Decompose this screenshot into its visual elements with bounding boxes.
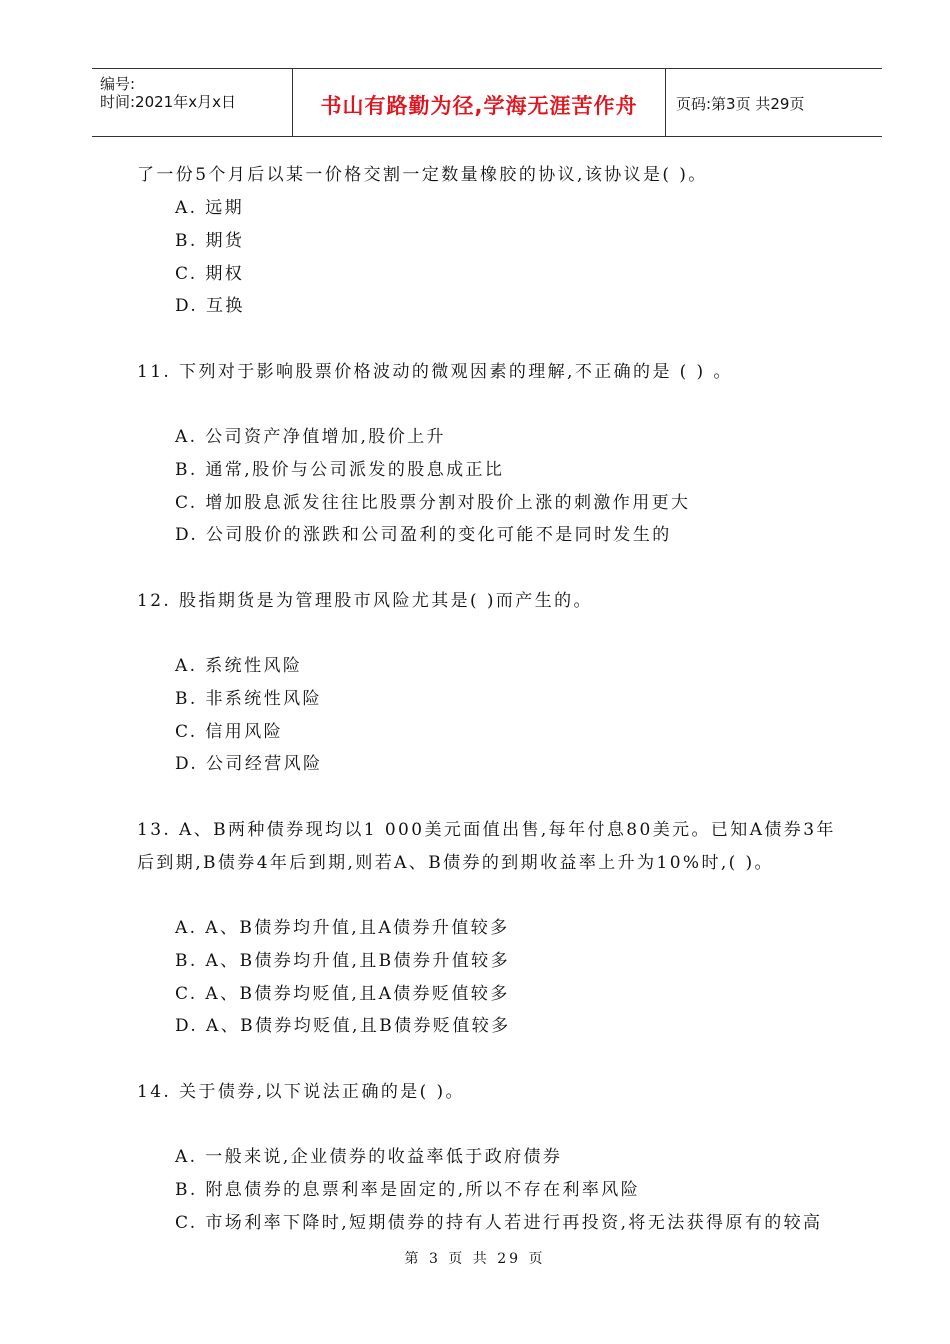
q13-option-b: B. A、B债券均升值,且B债券升值较多 (175, 951, 510, 971)
q11-option-d: D. 公司股价的涨跌和公司盈利的变化可能不是同时发生的 (175, 525, 672, 545)
question-11-stem: 11. 下列对于影响股票价格波动的微观因素的理解,不正确的是 ( ) 。 (137, 362, 733, 382)
q14-option-c: C. 市场利率下降时,短期债券的持有人若进行再投资,将无法获得原有的较高 (175, 1213, 823, 1233)
q13-option-d: D. A、B债券均贬值,且B债券贬值较多 (175, 1016, 511, 1036)
serial-label: 编号: (100, 75, 136, 93)
page-number-label: 页码:第3页 共29页 (676, 95, 805, 113)
q14-option-a: A. 一般来说,企业债券的收益率低于政府债券 (175, 1147, 563, 1167)
q12-option-a: A. 系统性风险 (175, 656, 303, 676)
question-10-tail: 了一份5个月后以某一价格交割一定数量橡胶的协议,该协议是( )。 (137, 165, 708, 185)
question-12-stem: 12. 股指期货是为管理股市风险尤其是( )而产生的。 (137, 591, 593, 611)
question-14-stem: 14. 关于债券,以下说法正确的是( )。 (137, 1082, 465, 1102)
header-meta-cell (92, 69, 293, 136)
question-13-stem-line1: 13. A、B两种债券现均以1 000美元面值出售,每年付息80美元。已知A债券3年 (137, 820, 836, 840)
q10-option-b: B. 期货 (175, 231, 245, 251)
q12-option-b: B. 非系统性风险 (175, 689, 322, 709)
motto-text: 书山有路勤为径,学海无涯苦作舟 (320, 94, 638, 118)
q11-option-b: B. 通常,股价与公司派发的股息成正比 (175, 460, 505, 480)
q10-option-a: A. 远期 (175, 198, 245, 218)
q10-option-d: D. 互换 (175, 296, 245, 316)
q12-option-d: D. 公司经营风险 (175, 754, 323, 774)
q13-option-c: C. A、B债券均贬值,且A债券贬值较多 (175, 984, 510, 1004)
q10-option-c: C. 期权 (175, 264, 245, 284)
q11-option-a: A. 公司资产净值增加,股价上升 (175, 427, 446, 447)
page-header (92, 68, 882, 137)
q12-option-c: C. 信用风险 (175, 722, 284, 742)
q13-option-a: A. A、B债券均升值,且A债券升值较多 (175, 918, 510, 938)
header-page-cell (666, 69, 882, 136)
page-footer: 第 3 页 共 29 页 (404, 1251, 546, 1267)
time-label: 时间:2021年x月x日 (100, 93, 236, 111)
q11-option-c: C. 增加股息派发往往比股票分割对股价上涨的刺激作用更大 (175, 493, 691, 513)
header-motto-cell (293, 69, 666, 136)
question-13-stem-line2: 后到期,B债券4年后到期,则若A、B债券的到期收益率上升为10%时,( )。 (137, 853, 774, 873)
q14-option-b: B. 附息债券的息票利率是固定的,所以不存在利率风险 (175, 1180, 641, 1200)
